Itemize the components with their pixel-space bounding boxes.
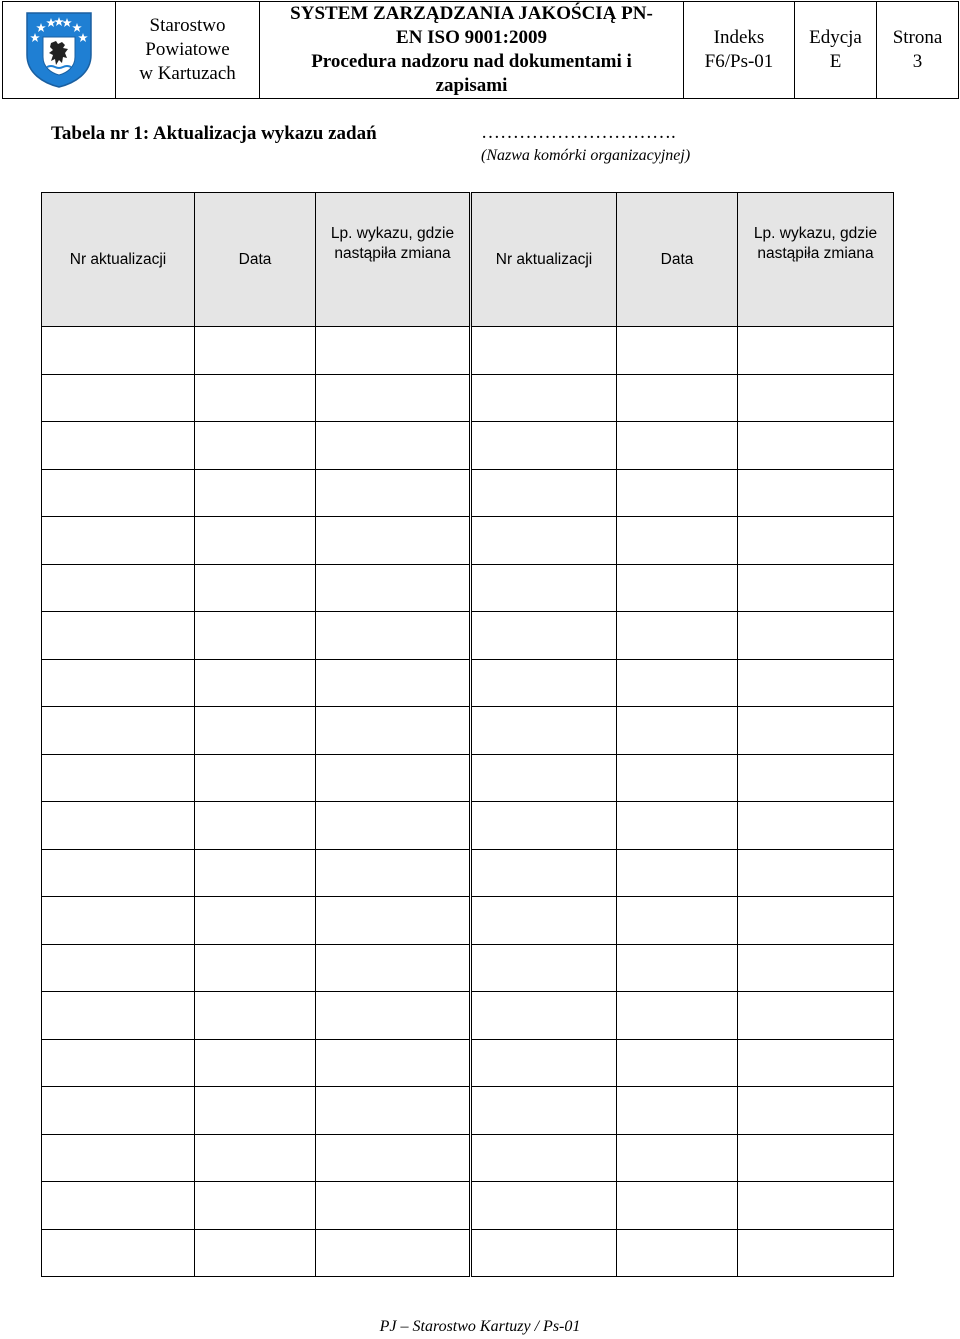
table-cell[interactable] [316,612,471,660]
table-cell[interactable] [738,517,894,565]
page-value: 3 [912,51,923,72]
table-cell[interactable] [471,897,617,945]
table-cell[interactable] [617,707,738,755]
table-cell[interactable] [738,1229,894,1277]
table-cell[interactable] [316,992,471,1040]
table-cell[interactable] [738,1182,894,1230]
page-footer: PJ – Starostwo Kartuzy / Ps-01 [379,1318,581,1335]
table-cell[interactable] [617,327,738,375]
index-cell [684,2,795,99]
table-cell[interactable] [471,707,617,755]
table-row [42,1229,894,1277]
table-cell[interactable] [738,564,894,612]
table-cell[interactable] [195,849,316,897]
table-cell[interactable] [617,612,738,660]
table-cell[interactable] [42,1182,195,1230]
table-cell[interactable] [617,564,738,612]
table-cell[interactable] [316,944,471,992]
table-row [42,517,894,565]
table-cell[interactable] [42,659,195,707]
table-cell[interactable] [42,1039,195,1087]
header-date-2: Data [617,193,738,327]
table-row [42,327,894,375]
table-row [42,1087,894,1135]
unit-name-field[interactable]: …………………………. [481,122,676,143]
table-cell[interactable] [617,1087,738,1135]
table-cell[interactable] [42,327,195,375]
table-cell[interactable] [738,469,894,517]
table-cell[interactable] [471,1039,617,1087]
table-cell[interactable] [471,1087,617,1135]
table-cell[interactable] [195,564,316,612]
table-cell[interactable] [617,659,738,707]
table-cell[interactable] [195,659,316,707]
table-cell[interactable] [617,517,738,565]
table-cell[interactable] [471,849,617,897]
table-cell[interactable] [617,374,738,422]
table-cell[interactable] [471,327,617,375]
table-cell[interactable] [617,469,738,517]
table-cell[interactable] [195,1134,316,1182]
table-row [42,897,894,945]
table-cell[interactable] [42,707,195,755]
table-cell[interactable] [316,707,471,755]
table-cell[interactable] [195,802,316,850]
table-cell[interactable] [195,469,316,517]
table-cell[interactable] [471,944,617,992]
table-cell[interactable] [617,1134,738,1182]
table-cell[interactable] [42,517,195,565]
table-cell[interactable] [471,802,617,850]
table-cell[interactable] [195,612,316,660]
table-cell[interactable] [42,802,195,850]
table-body [42,327,894,1277]
table-cell[interactable] [316,564,471,612]
table-cell[interactable] [42,612,195,660]
table-cell[interactable] [738,612,894,660]
table-cell[interactable] [738,897,894,945]
table-row [42,707,894,755]
table-row [42,1182,894,1230]
table-row [42,802,894,850]
table-cell[interactable] [42,897,195,945]
table-cell[interactable] [316,422,471,470]
page-label: Strona [892,27,943,48]
unit-name-hint: (Nazwa komórki organizacyjnej) [481,147,691,164]
table-cell[interactable] [738,422,894,470]
table-cell[interactable] [42,422,195,470]
table-cell[interactable] [42,849,195,897]
table-cell[interactable] [42,992,195,1040]
edition-value: E [829,51,842,72]
table-cell[interactable] [42,1134,195,1182]
table-cell[interactable] [471,754,617,802]
update-table [41,192,894,1277]
table-cell[interactable] [195,1039,316,1087]
table-row [42,612,894,660]
table-cell[interactable] [617,802,738,850]
table-cell[interactable] [471,1134,617,1182]
table-cell[interactable] [738,754,894,802]
table-cell[interactable] [316,754,471,802]
table-cell[interactable] [471,422,617,470]
header-update-number: Nr aktualizacji [42,193,195,327]
table-cell[interactable] [316,1134,471,1182]
organization-name: Starostwo Powiatowe w Kartuzach [116,2,260,99]
page-number-cell [877,2,959,99]
header-list-item-2: Lp. wykazu, gdzie nastąpiła zmiana [738,193,894,327]
table-row [42,422,894,470]
system-title: SYSTEM ZARZĄDZANIA JAKOŚCIĄ PN- EN ISO 9001:2009 Procedura nadzoru nad dokumentami i zapisami [260,2,684,99]
table-cell[interactable] [617,897,738,945]
table-cell[interactable] [738,802,894,850]
table-cell[interactable] [195,422,316,470]
table-cell[interactable] [195,944,316,992]
table-cell[interactable] [42,944,195,992]
table-cell[interactable] [738,327,894,375]
table-cell[interactable] [617,1182,738,1230]
table-cell[interactable] [316,1229,471,1277]
table-cell[interactable] [195,992,316,1040]
table-cell[interactable] [738,707,894,755]
table-cell[interactable] [42,469,195,517]
table-cell[interactable] [471,612,617,660]
table-row [42,374,894,422]
table-header-row [42,193,894,327]
table-cell[interactable] [738,659,894,707]
edition-label: Edycja [809,27,862,48]
table-cell[interactable] [617,944,738,992]
table-row [42,564,894,612]
table-cell[interactable] [617,422,738,470]
table-row [42,469,894,517]
table-cell[interactable] [42,374,195,422]
table-cell[interactable] [316,802,471,850]
table-cell[interactable] [738,1087,894,1135]
table-cell[interactable] [195,517,316,565]
table-cell[interactable] [738,849,894,897]
table-row [42,1039,894,1087]
table-cell[interactable] [42,564,195,612]
table-cell[interactable] [617,1229,738,1277]
table-cell[interactable] [471,992,617,1040]
table-cell[interactable] [195,1182,316,1230]
table-cell[interactable] [471,517,617,565]
document-header [2,1,959,99]
table-cell[interactable] [316,659,471,707]
header-list-item: Lp. wykazu, gdzie nastąpiła zmiana [316,193,471,327]
table-row [42,659,894,707]
table-cell[interactable] [42,754,195,802]
table-cell[interactable] [738,992,894,1040]
table-cell[interactable] [42,1229,195,1277]
table-cell[interactable] [738,1134,894,1182]
table-row [42,944,894,992]
table-cell[interactable] [195,374,316,422]
table-cell[interactable] [471,659,617,707]
table-cell[interactable] [195,1087,316,1135]
table-cell[interactable] [316,374,471,422]
table-cell[interactable] [316,1087,471,1135]
index-value: F6/Ps-01 [704,51,774,72]
table-row [42,992,894,1040]
table-cell[interactable] [617,1039,738,1087]
table-cell[interactable] [195,707,316,755]
table-cell[interactable] [471,564,617,612]
table-cell[interactable] [195,327,316,375]
table-cell[interactable] [316,469,471,517]
header-date: Data [195,193,316,327]
edition-cell [795,2,877,99]
table-cell[interactable] [316,1182,471,1230]
table-cell[interactable] [42,1087,195,1135]
index-label: Indeks [713,27,765,48]
table-cell[interactable] [316,517,471,565]
table-cell[interactable] [195,897,316,945]
table-cell[interactable] [471,469,617,517]
table-cell[interactable] [316,1039,471,1087]
table-cell[interactable] [316,897,471,945]
table-row [42,754,894,802]
table-cell[interactable] [471,374,617,422]
table-cell[interactable] [195,754,316,802]
table-cell[interactable] [316,327,471,375]
table-cell[interactable] [471,1182,617,1230]
coat-of-arms-cell [3,2,116,99]
table-cell[interactable] [738,1039,894,1087]
table-cell[interactable] [471,1229,617,1277]
table-cell[interactable] [738,944,894,992]
table-cell[interactable] [195,1229,316,1277]
table-row [42,1134,894,1182]
header-update-number-2: Nr aktualizacji [471,193,617,327]
coat-of-arms-icon [25,11,93,89]
table-cell[interactable] [617,849,738,897]
table-cell[interactable] [617,992,738,1040]
table-title: Tabela nr 1: Aktualizacja wykazu zadań [51,123,377,144]
table-cell[interactable] [617,754,738,802]
table-cell[interactable] [316,849,471,897]
table-row [42,849,894,897]
table-cell[interactable] [738,374,894,422]
